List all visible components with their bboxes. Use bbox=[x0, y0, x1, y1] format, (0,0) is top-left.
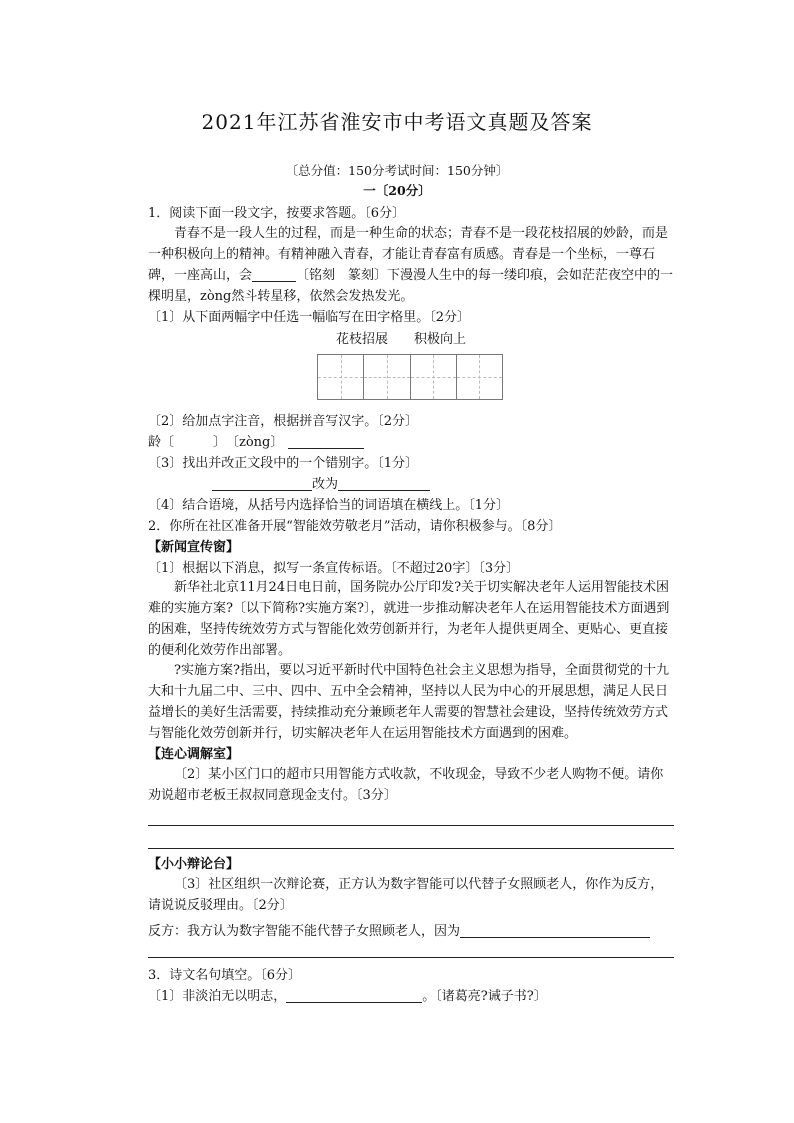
grid-cell[interactable] bbox=[364, 355, 410, 399]
reason-blank[interactable] bbox=[460, 923, 650, 938]
q2-heading-mediation: 【连心调解室】 bbox=[148, 747, 240, 762]
copy-words: 花枝招展 积极向上 bbox=[336, 332, 467, 347]
news-paragraph-2: ?实施方案?指出，要以习近平新时代中国特色社会主义思想为指导，全面贯彻党的十九大和十九届二中、三中、四中、五中全会精神，坚持以人民为中心的开展思想，满足人民日益增长的美好生活需要，持续推动充分兼顾老年人需要的智慧社会建设，坚持传统效劳方式与智能化效劳创新并行，切实解决老年人在运用智能技术方面遇到的困难。 bbox=[148, 663, 669, 741]
wrong-char-blank[interactable] bbox=[212, 476, 312, 491]
q1-sub2-answer bbox=[148, 431, 364, 450]
q2-sub3-answer bbox=[148, 920, 650, 939]
section-heading: 一〔20分〕 bbox=[363, 183, 431, 198]
q2-sub2: 〔2〕某小区门口的超市只用智能方式收款，不收现金，导致不少老人购物不便。请你劝说超市老板王叔叔同意现金支付。〔3分〕 bbox=[148, 767, 664, 803]
q1-sub3-answer bbox=[212, 473, 430, 492]
q3-sub1 bbox=[148, 985, 547, 1004]
q1-stem: 1．阅读下面一段文字，按要求答题。〔6分〕 bbox=[148, 206, 406, 221]
zong-answer-blank[interactable] bbox=[288, 434, 364, 449]
q2-heading-news: 【新闻宣传窗】 bbox=[148, 540, 240, 555]
q1-passage-part1: 青春不是一段人生的过程，而是一种生命的状态；青春不是一段花枝招展的妙龄，而是一种积极向上的精神。有精神融入青春，才能让青春富有质感。青春是一个坐标，一尊石碑，一座高山，会 bbox=[148, 226, 669, 283]
q1-passage-part2: 〔铭刻 篆刻〕下漫漫人生中的每一缕印痕，会如茫茫夜空中的一棵明星，zòng然斗转星移，依然会发热发光。 bbox=[148, 268, 674, 304]
q2-heading-debate: 【小小辩论台】 bbox=[148, 857, 240, 872]
q1-blank-word[interactable] bbox=[252, 267, 296, 282]
answer-line[interactable] bbox=[148, 957, 674, 958]
q2-stem: 2．你所在社区准备开展“智能效劳敬老月”活动，请你积极参与。〔8分〕 bbox=[148, 519, 562, 534]
grid-cell[interactable] bbox=[457, 355, 502, 399]
q2-sub1: 〔1〕根据以下消息，拟写一条宣传标语。〔不超过20字〕〔3分〕 bbox=[148, 561, 520, 576]
q1-sub3-mid: 改为 bbox=[312, 477, 339, 492]
page-title: 2021年江苏省淮安市中考语文真题及答案 bbox=[201, 110, 593, 134]
q1-sub4: 〔4〕结合语境，从括号内选择恰当的词语填在横线上。〔1分〕 bbox=[148, 498, 510, 513]
q1-sub3: 〔3〕找出并改正文段中的一个错别字。〔1分〕 bbox=[148, 456, 419, 471]
news-paragraph-1: 新华社北京11月24日电日前，国务院办公厅印发?关于切实解决老年人运用智能技术困难的实施方案?〔以下简称?实施方案?〕，就进一步推动解决老年人在运用智能技术方面遇到的困难，坚持传统效劳方式与智能化效劳创新并行，为老年人提供更周全、更贴心、更直接的便利化效劳作出部署。 bbox=[148, 580, 670, 658]
grid-cell[interactable] bbox=[318, 355, 364, 399]
exam-meta: 〔总分值：150分考试时间：150分钟〕 bbox=[285, 163, 509, 178]
tianzige-grid[interactable] bbox=[317, 354, 503, 400]
answer-line[interactable] bbox=[148, 848, 674, 849]
q1-sub1: 〔1〕从下面两幅字中任选一幅临写在田字格里。〔2分〕 bbox=[148, 310, 471, 325]
grid-cell[interactable] bbox=[411, 355, 457, 399]
correct-char-blank[interactable] bbox=[338, 476, 430, 491]
q3-sub1-text-a: 〔1〕非淡泊无以明志， bbox=[148, 989, 287, 1004]
q1-sub2-label: 龄〔 〕 〔zòng〕 bbox=[148, 435, 284, 450]
q1-sub2: 〔2〕给加点字注音，根据拼音写汉字。〔2分〕 bbox=[148, 414, 419, 429]
answer-line[interactable] bbox=[148, 825, 674, 826]
q3-stem: 3．诗文名句填空。〔6分〕 bbox=[148, 968, 302, 983]
q1-passage bbox=[148, 223, 674, 307]
q3-sub1-text-b: 。〔诸葛亮?诫子书?〕 bbox=[422, 989, 547, 1004]
q2-sub3-answer-text: 反方：我方认为数字智能不能代替子女照顾老人，因为 bbox=[148, 924, 461, 939]
q2-sub3: 〔3〕社区组织一次辩论赛，正方认为数字智能可以代替子女照顾老人，你作为反方，请说说反驳理由。〔2分〕 bbox=[148, 877, 664, 913]
poem-blank[interactable] bbox=[286, 988, 422, 1003]
